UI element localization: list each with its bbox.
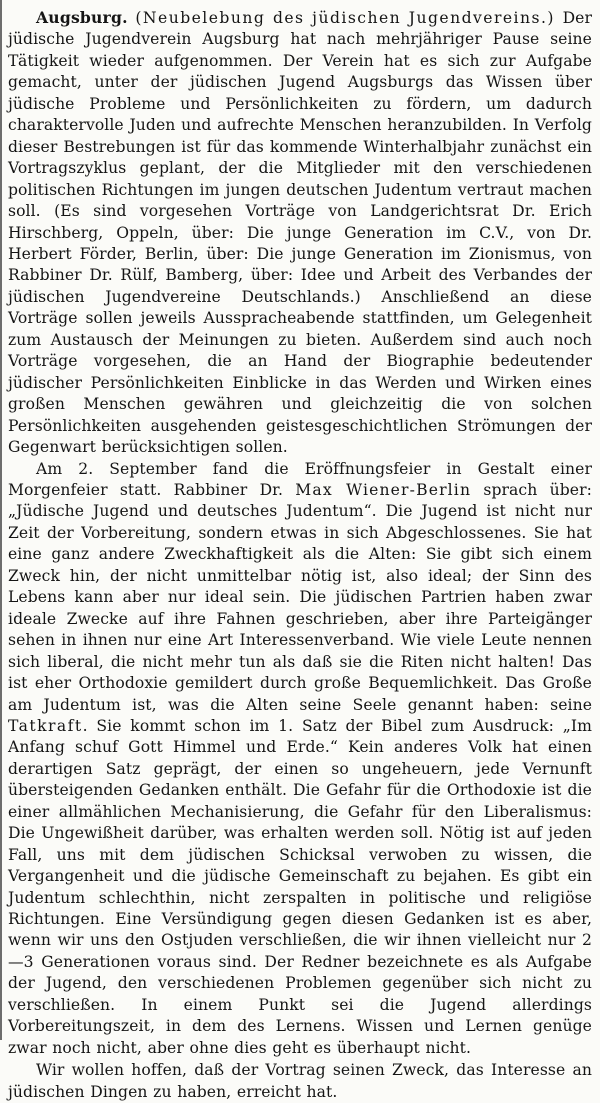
article-headline: (Neubelebung des jüdischen Jugendvereins.) [127,9,563,27]
speaker-name: Max Wiener-Berlin [295,480,472,499]
emphasized-term: Tatkraft [8,716,83,735]
column-border [0,0,2,1040]
speech-continuation-text: . Sie kommt schon im 1. Satz der Bibel zum Ausdruck: „Im Anfang schuf Gott Himmel und Erde.“ Kein anderes Volk hat einen derartigen Satz geprägt, der einen so ungeheuern, jede Vernunft übersteigenden Gedanken enthält. Die Gefahr für die Orthodoxie ist die einer allmählichen Mechanisierung, die Gefahr für den Liberalismus: Die Ungewißheit darüber, was erhalten werden soll. Nötig ist auf jeden Fall, uns mit dem jüdischen Schicksal verwoben zu wissen, die Vergangenheit und die jüdische Gemeinschaft zu bejahen. Es gibt ein Judentum schlechthin, nicht zerspalten in politische und religiöse Richtungen. Eine Versündigung gegen diesen Gedanken ist es aber, wenn wir uns den Ostjuden verschließen, die wir ihnen vielleicht nur 2—3 Generationen voraus sind. Der Redner bezeichnete es als Aufgabe der Jugend, den verschiedenen Problemen gegenüber sich nicht zu verschließen. In einem Punkt sei die Jugend allerdings Vorbereitungszeit, in dem des Lernens. Wissen und Lernen genüge zwar noch nicht, aber ohne dies geht es überhaupt nicht. [8,716,592,1057]
news-article [8,7,592,1103]
article-place: Augsburg. [36,8,128,27]
article-paragraph-closing: Wir wollen hoffen, daß der Vortrag seinen Zweck, das Interesse an jüdischen Dingen zu haben, erreicht hat. [8,1061,592,1101]
article-paragraph-opening-ceremony [8,459,592,1060]
speech-summary-text: sprach über: „Jüdische Jugend und deutsches Judentum“. Die Jugend ist nicht nur Zeit der Vorbereitung, sondern etwas in sich Abgeschlossenes. Sie hat eine ganz andere Zweckhaftigkeit als die Alten: Sie gibt sich einem Zweck hin, der nicht unmittelbar nötig ist, also ideal; der Sinn des Lebens kann aber nur ideal sein. Die jüdischen Partrien haben zwar ideale Zwecke auf ihre Fahnen geschrieben, aber ihre Parteigänger sehen in ihnen nur eine Art Interessenverband. Wie viele Leute nennen sich liberal, die nicht mehr tun als daß sie die Riten nicht halten! Das ist eher Orthodoxie gemildert durch große Bequemlichkeit. Das Große am Judentum ist, was die Alten seine Seele genannt haben: seine [8,480,592,714]
opening-ceremony-text: Am 2. September fand die Eröffnungsfeier in Gestalt einer Morgenfeier statt. Rabbiner Dr. [8,459,592,499]
article-intro-text: Der jüdische Jugendverein Augsburg hat nach mehrjähriger Pause seine Tätigkeit wieder aufgenommen. Der Verein hat es sich zur Aufgabe gemacht, unter der jüdischen Jugend Augsburgs das Wissen über jüdische Probleme und Persönlichkeiten zu fördern, um dadurch charaktervolle Juden und aufrechte Menschen heranzubilden. In Verfolg dieser Bestrebungen ist für das kommende Winterhalbjahr zunächst ein Vortragszyklus geplant, der die Mitglieder mit den verschiedenen politischen Richtungen im jungen deutschen Judentum vertraut machen soll. (Es sind vorgesehen Vorträge von Landgerichtsrat Dr. Erich Hirschberg, Oppeln, über: Die junge Generation im C.V., von Dr. Herbert Förder, Berlin, über: Die junge Generation im Zionismus, von Rabbiner Dr. Rülf, Bamberg, über: Idee und Arbeit des Verbandes der jüdischen Jugendvereine Deutschlands.) Anschließend an diese Vorträge sollen jeweils Ausspracheabende stattfinden, um Gelegenheit zum Austausch der Meinungen zu bieten. Außerdem sind auch noch Vorträge vorgesehen, die an Hand der Biographie bedeutender jüdischer Persönlichkeiten Einblicke in das Werden und Wirken eines großen Menschen gewähren und gleichzeitig die von solchen Persönlichkeiten ausgehenden geistesgeschichtlichen Strömungen der Gegenwart berücksichtigen sollen. [8,9,592,457]
article-paragraph-intro [8,7,592,459]
